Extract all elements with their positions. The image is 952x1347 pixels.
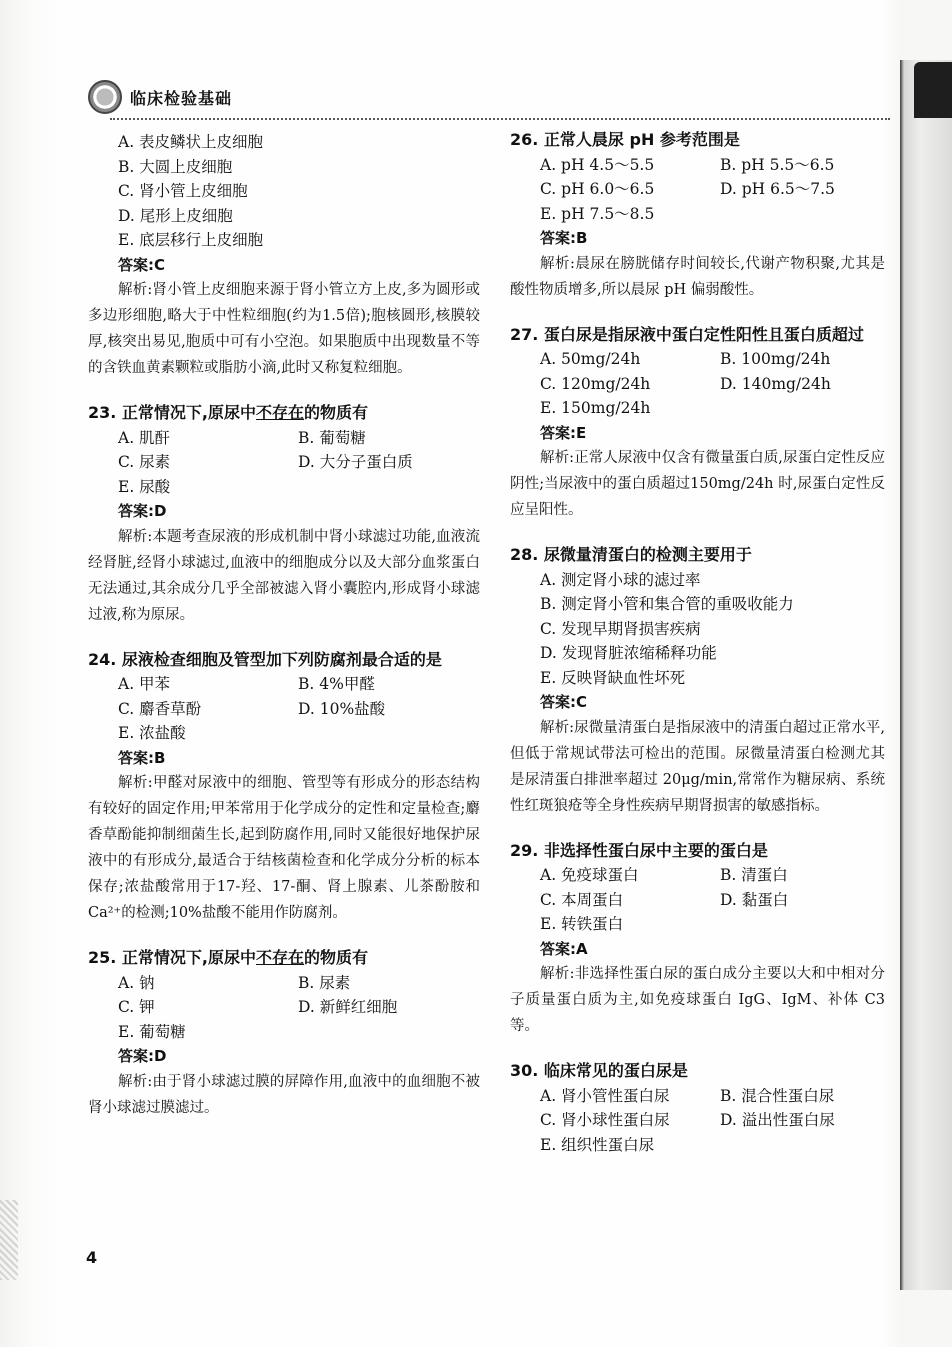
left-column <box>88 130 480 1121</box>
option: E. pH 7.5～8.5 <box>540 204 655 223</box>
analysis: 解析:肾小管上皮细胞来源于肾小管立方上皮,多为圆形或多边形细胞,略大于中性粒细胞(约为1.5倍);胞核圆形,核膜较厚,核突出易见,胞质中可有小空泡。如果胞质中出现数量不等的含铁血黄素颗粒或脂肪小滴,此时又称复粒细胞。 <box>88 282 480 376</box>
option: E. 尿酸 <box>118 477 171 496</box>
header-title: 临床检验基础 <box>130 89 233 108</box>
option: A. 表皮鳞状上皮细胞 <box>118 133 264 151</box>
option-row <box>88 971 480 996</box>
option: C. pH 6.0～6.5 <box>540 180 655 198</box>
option: A. 测定肾小球的滤过率 <box>540 570 701 589</box>
option: B. 4%甲醛 <box>298 675 375 693</box>
option: D. 大分子蛋白质 <box>298 453 413 471</box>
answer: 答案:A <box>540 939 588 958</box>
option-row <box>510 347 885 372</box>
option: A. 免疫球蛋白 <box>540 866 639 884</box>
answer: 答案:E <box>540 423 587 442</box>
option: D. 尾形上皮细胞 <box>118 206 233 225</box>
option: C. 发现早期肾损害疾病 <box>540 619 701 638</box>
answer: 答案:D <box>118 502 167 520</box>
option: B. 混合性蛋白尿 <box>720 1086 835 1105</box>
option-row <box>510 1108 885 1133</box>
question-stem: 30. 临床常见的蛋白尿是 <box>510 1061 688 1080</box>
option: D. 发现肾脏浓缩稀释功能 <box>540 644 717 662</box>
analysis: 解析:尿微量清蛋白是指尿液中的清蛋白超过正常水平,但低于常规试带法可检出的范围。尿微量清蛋白检测尤其是尿清蛋白排泄率超过 20μg/min,常常作为糖尿病、系统性红斑狼疮等全身性疾病早期肾损害的敏感指标。 <box>510 719 885 814</box>
header-divider <box>110 118 890 120</box>
bleed-through: ⠀ <box>390 140 401 156</box>
option-row <box>510 177 885 202</box>
option: D. 黏蛋白 <box>720 890 789 909</box>
option-row <box>510 863 885 888</box>
option-row <box>510 202 885 227</box>
page-header <box>88 80 888 120</box>
answer: 答案:B <box>540 229 588 247</box>
answer: 答案:B <box>118 748 166 767</box>
question-29 <box>510 839 885 1040</box>
question-stem: 24. 尿液检查细胞及管型加下列防腐剂最合适的是 <box>88 649 442 669</box>
question-stem: 26. 正常人晨尿 pH 参考范围是 <box>510 130 740 149</box>
analysis: 解析:正常人尿液中仅含有微量蛋白质,尿蛋白定性反应阴性;当尿液中的蛋白质超过150mg/24h 时,尿蛋白定性反应呈阳性。 <box>510 450 885 518</box>
question-22-continued <box>88 130 480 381</box>
option-row <box>510 396 885 421</box>
option-row <box>88 1020 480 1045</box>
page-number: 4 <box>86 1248 98 1267</box>
option: B. pH 5.5～6.5 <box>720 155 835 174</box>
analysis: 解析:由于肾小球滤过膜的屏障作用,血液中的血细胞不被肾小球滤过膜滤过。 <box>88 1073 480 1116</box>
option-row <box>510 1084 885 1109</box>
analysis: 解析:甲醛对尿液中的细胞、管型等有形成分的形态结构有较好的固定作用;甲苯常用于化学成分的定性和定量检查;麝香草酚能抑制细菌生长,起到防腐作用,同时又能很好地保护尿液中的有形成分,最适合于结核菌检查和化学成分分析的标本保存;浓盐酸常用于17-羟、17-酮、肾上腺素、儿茶酚胺和Ca²⁺的检测;10%盐酸不能用作防腐剂。 <box>88 775 480 921</box>
option: B. 100mg/24h <box>720 350 831 368</box>
option: C. 肾小管上皮细胞 <box>118 182 248 200</box>
option: E. 底层移行上皮细胞 <box>118 231 264 249</box>
option: E. 转铁蛋白 <box>540 915 624 933</box>
option-row <box>510 372 885 397</box>
option-row <box>510 888 885 913</box>
option: A. pH 4.5～5.5 <box>540 155 655 174</box>
option: D. 10%盐酸 <box>298 699 386 718</box>
option: E. 150mg/24h <box>540 399 651 417</box>
option: B. 测定肾小管和集合管的重吸收能力 <box>540 595 794 613</box>
right-column <box>510 128 885 1157</box>
question-27 <box>510 323 885 524</box>
emphasis-underline: 不存在 <box>256 948 305 967</box>
analysis: 解析:晨尿在膀胱储存时间较长,代谢产物积聚,尤其是酸性物质增多,所以晨尿 pH 偏弱酸性。 <box>510 255 885 298</box>
option-row <box>88 721 480 746</box>
option: D. pH 6.5～7.5 <box>720 180 835 198</box>
scan-noise <box>0 1200 18 1280</box>
option: A. 50mg/24h <box>540 350 641 368</box>
option: A. 钠 <box>118 973 155 992</box>
question-26 <box>510 128 885 303</box>
option-row <box>88 672 480 697</box>
option: C. 肾小球性蛋白尿 <box>540 1111 670 1129</box>
option-row <box>88 426 480 451</box>
option: C. 钾 <box>118 998 155 1016</box>
option: C. 本周蛋白 <box>540 890 624 909</box>
question-28 <box>510 543 885 819</box>
question-23 <box>88 401 480 628</box>
option: E. 葡萄糖 <box>118 1022 186 1041</box>
option: D. 新鲜红细胞 <box>298 998 398 1016</box>
question-stem: 29. 非选择性蛋白尿中主要的蛋白是 <box>510 840 768 860</box>
scanner-shadow <box>914 62 952 118</box>
option: B. 尿素 <box>298 973 351 992</box>
question-30 <box>510 1059 885 1157</box>
option: A. 肌酐 <box>118 428 171 447</box>
option-row <box>88 475 480 500</box>
option: E. 组织性蛋白尿 <box>540 1135 655 1154</box>
option-row <box>88 995 480 1020</box>
option: A. 甲苯 <box>118 675 171 693</box>
option: B. 大圆上皮细胞 <box>118 157 233 176</box>
option-row <box>510 1133 885 1158</box>
option: C. 麝香草酚 <box>118 699 202 718</box>
option-row <box>510 912 885 937</box>
option: D. 140mg/24h <box>720 374 831 393</box>
option: E. 浓盐酸 <box>118 724 186 742</box>
book-logo-icon <box>88 80 122 114</box>
analysis: 解析:本题考查尿液的形成机制中肾小球滤过功能,血液流经肾脏,经肾小球滤过,血液中的细胞成分以及大部分血浆蛋白无法通过,其余成分几乎全部被滤入肾小囊腔内,形成肾小球滤过液,称为原尿。 <box>88 528 480 623</box>
page-binding-edge <box>900 60 952 1290</box>
option: B. 葡萄糖 <box>298 428 366 447</box>
option: C. 尿素 <box>118 453 171 471</box>
answer: 答案:C <box>540 693 588 711</box>
option: D. 溢出性蛋白尿 <box>720 1111 835 1129</box>
option: C. 120mg/24h <box>540 374 651 393</box>
answer: 答案:D <box>118 1047 167 1065</box>
question-stem: 25. 正常情况下,原尿中不存在的物质有 <box>88 948 369 967</box>
question-stem: 27. 蛋白尿是指尿液中蛋白定性阳性且蛋白质超过 <box>510 324 864 344</box>
question-25 <box>88 946 480 1121</box>
emphasis-underline: 不存在 <box>256 403 305 422</box>
option-row <box>88 697 480 722</box>
option: E. 反映肾缺血性坏死 <box>540 668 686 687</box>
question-24 <box>88 648 480 927</box>
option-row <box>88 450 480 475</box>
question-stem: 23. 正常情况下,原尿中不存在的物质有 <box>88 403 369 422</box>
answer: 答案:C <box>118 255 166 274</box>
option: B. 清蛋白 <box>720 866 788 884</box>
question-stem: 28. 尿微量清蛋白的检测主要用于 <box>510 545 752 564</box>
analysis: 解析:非选择性蛋白尿的蛋白成分主要以大和中相对分子质量蛋白质为主,如免疫球蛋白 IgG、IgM、补体 C3 等。 <box>510 966 885 1034</box>
option-row <box>510 153 885 178</box>
option: A. 肾小管性蛋白尿 <box>540 1086 670 1105</box>
